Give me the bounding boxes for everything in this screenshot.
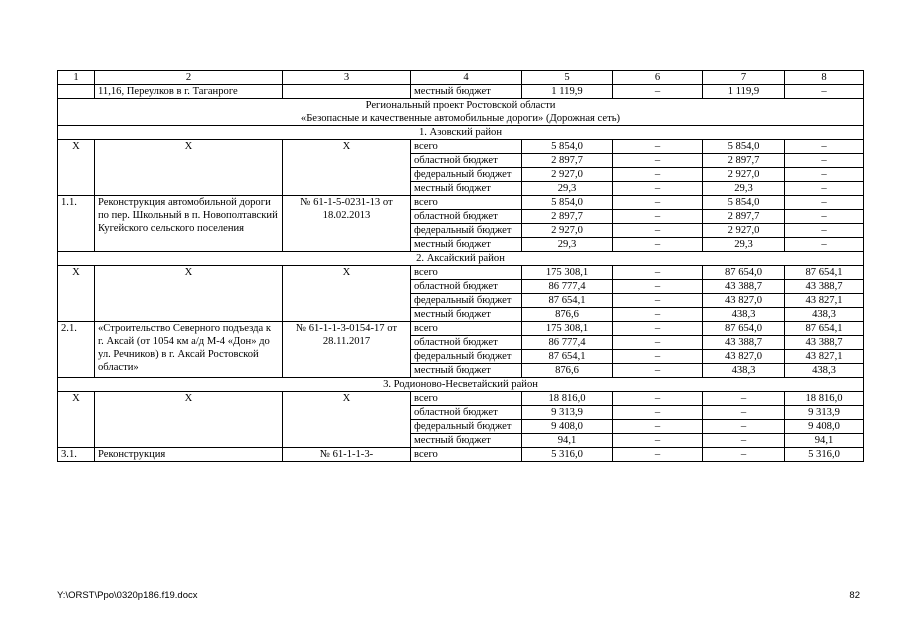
section-row	[58, 378, 864, 392]
table-row	[58, 322, 864, 336]
amount-cell: 43 388,7	[703, 336, 785, 350]
amount-cell: 175 308,1	[522, 322, 613, 336]
amount-cell: 9 408,0	[785, 420, 864, 434]
amount-cell: –	[613, 210, 703, 224]
budget-type: местный бюджет	[411, 434, 522, 448]
amount-cell: –	[613, 350, 703, 364]
budget-type: всего	[411, 392, 522, 406]
amount-cell: 87 654,0	[703, 266, 785, 280]
amount-cell: –	[613, 280, 703, 294]
item-document: № 61-1-1-3-	[283, 448, 411, 462]
section-row	[58, 126, 864, 140]
amount-cell: –	[703, 448, 785, 462]
item-document: № 61-1-1-3-0154-17 от 28.11.2017	[283, 322, 411, 378]
amount-cell: –	[785, 210, 864, 224]
amount-cell: 5 316,0	[522, 448, 613, 462]
amount-cell: 438,3	[785, 364, 864, 378]
amount-cell: 18 816,0	[522, 392, 613, 406]
amount-cell: 2 927,0	[522, 224, 613, 238]
x-mark: Х	[283, 140, 411, 196]
column-number: 8	[785, 71, 864, 85]
header-row	[58, 71, 864, 85]
amount-cell: –	[785, 168, 864, 182]
item-number: 2.1.	[58, 322, 95, 378]
item-document: № 61-1-5-0231-13 от 18.02.2013	[283, 196, 411, 252]
budget-type: областной бюджет	[411, 336, 522, 350]
amount-cell: –	[613, 308, 703, 322]
item-name: Реконструкция автомобильной дороги по пер. Школьный в п. Новополтавский Кугейского сельского поселения	[95, 196, 283, 252]
amount-cell: –	[785, 140, 864, 154]
x-mark: Х	[95, 392, 283, 448]
amount-cell: 87 654,1	[785, 266, 864, 280]
amount-cell: 2 927,0	[522, 168, 613, 182]
amount-cell: –	[613, 406, 703, 420]
budget-type: всего	[411, 196, 522, 210]
table-row	[58, 196, 864, 210]
amount-cell: –	[703, 406, 785, 420]
amount-cell: 43 827,0	[703, 350, 785, 364]
budget-type: всего	[411, 448, 522, 462]
amount-cell: 9 313,9	[522, 406, 613, 420]
amount-cell: 94,1	[785, 434, 864, 448]
x-mark: Х	[58, 392, 95, 448]
amount-cell: –	[613, 336, 703, 350]
amount-cell: 1 119,9	[703, 85, 785, 99]
column-number: 6	[613, 71, 703, 85]
amount-cell: –	[613, 266, 703, 280]
amount-cell: 43 827,1	[785, 350, 864, 364]
amount-cell: 87 654,0	[703, 322, 785, 336]
amount-cell: 5 854,0	[703, 196, 785, 210]
amount-cell: 29,3	[703, 238, 785, 252]
amount-cell: 2 897,7	[703, 154, 785, 168]
amount-cell: 438,3	[703, 308, 785, 322]
amount-cell: 43 388,7	[785, 336, 864, 350]
amount-cell: –	[613, 196, 703, 210]
x-mark: Х	[95, 140, 283, 196]
amount-cell: 5 316,0	[785, 448, 864, 462]
amount-cell: 438,3	[785, 308, 864, 322]
amount-cell: 87 654,1	[522, 350, 613, 364]
amount-cell: –	[703, 420, 785, 434]
amount-cell: 87 654,1	[785, 322, 864, 336]
amount-cell: 9 313,9	[785, 406, 864, 420]
budget-type: всего	[411, 266, 522, 280]
amount-cell: –	[613, 434, 703, 448]
x-mark: Х	[95, 266, 283, 322]
amount-cell: –	[613, 392, 703, 406]
amount-cell: 5 854,0	[522, 196, 613, 210]
amount-cell: –	[613, 224, 703, 238]
item-name: Реконструкция	[95, 448, 283, 462]
amount-cell: –	[703, 392, 785, 406]
amount-cell: 5 854,0	[522, 140, 613, 154]
amount-cell: 175 308,1	[522, 266, 613, 280]
item-name: «Строительство Северного подъезда к г. Аксай (от 1054 км а/д М-4 «Дон» до ул. Речников) в г. Аксай Ростовской области»	[95, 322, 283, 378]
district-title: 3. Родионово-Несветайский район	[58, 378, 864, 392]
project-title: Региональный проект Ростовской области	[58, 99, 864, 113]
amount-cell: 43 827,1	[785, 294, 864, 308]
section-row	[58, 252, 864, 266]
table-row	[58, 448, 864, 462]
table-row	[58, 266, 864, 280]
amount-cell: 29,3	[522, 182, 613, 196]
item-number: 1.1.	[58, 196, 95, 252]
amount-cell: 87 654,1	[522, 294, 613, 308]
amount-cell: –	[613, 168, 703, 182]
x-mark: Х	[58, 140, 95, 196]
amount-cell: 43 388,7	[703, 280, 785, 294]
column-number: 2	[95, 71, 283, 85]
budget-type: местный бюджет	[411, 238, 522, 252]
budget-type: местный бюджет	[411, 182, 522, 196]
amount-cell: 2 927,0	[703, 168, 785, 182]
column-number: 1	[58, 71, 95, 85]
amount-cell: –	[785, 196, 864, 210]
amount-cell: 2 897,7	[522, 210, 613, 224]
project-title: «Безопасные и качественные автомобильные дороги» (Дорожная сеть)	[58, 112, 864, 126]
amount-cell: –	[613, 182, 703, 196]
amount-cell: –	[785, 224, 864, 238]
amount-cell: 29,3	[703, 182, 785, 196]
budget-type: федеральный бюджет	[411, 294, 522, 308]
amount-cell: 2 897,7	[522, 154, 613, 168]
district-title: 1. Азовский район	[58, 126, 864, 140]
section-row	[58, 112, 864, 126]
amount-cell: –	[785, 154, 864, 168]
amount-cell: 86 777,4	[522, 280, 613, 294]
budget-table	[57, 70, 864, 462]
amount-cell: 43 388,7	[785, 280, 864, 294]
footer-file-path: Y:\ORST\Ppo\0320p186.f19.docx	[57, 590, 198, 601]
x-mark: Х	[283, 266, 411, 322]
column-number: 3	[283, 71, 411, 85]
amount-cell: 876,6	[522, 308, 613, 322]
budget-type: всего	[411, 322, 522, 336]
budget-type: федеральный бюджет	[411, 224, 522, 238]
amount-cell: 29,3	[522, 238, 613, 252]
amount-cell: –	[613, 85, 703, 99]
x-mark: Х	[283, 392, 411, 448]
amount-cell: –	[613, 448, 703, 462]
amount-cell: –	[785, 182, 864, 196]
section-row	[58, 99, 864, 113]
budget-type: местный бюджет	[411, 308, 522, 322]
amount-cell: –	[613, 154, 703, 168]
budget-type: областной бюджет	[411, 154, 522, 168]
cell-empty	[283, 85, 411, 99]
amount-cell: –	[703, 434, 785, 448]
amount-cell: 876,6	[522, 364, 613, 378]
budget-type: областной бюджет	[411, 406, 522, 420]
amount-cell: 438,3	[703, 364, 785, 378]
budget-type: федеральный бюджет	[411, 350, 522, 364]
district-title: 2. Аксайский район	[58, 252, 864, 266]
amount-cell: 1 119,9	[522, 85, 613, 99]
budget-type: областной бюджет	[411, 280, 522, 294]
amount-cell: 18 816,0	[785, 392, 864, 406]
column-number: 5	[522, 71, 613, 85]
amount-cell: 86 777,4	[522, 336, 613, 350]
budget-type: федеральный бюджет	[411, 168, 522, 182]
amount-cell: 2 897,7	[703, 210, 785, 224]
amount-cell: –	[613, 420, 703, 434]
amount-cell: 2 927,0	[703, 224, 785, 238]
table-row	[58, 140, 864, 154]
budget-type: федеральный бюджет	[411, 420, 522, 434]
amount-cell: –	[613, 238, 703, 252]
amount-cell: 94,1	[522, 434, 613, 448]
object-name: 11,16, Переулков в г. Таганроге	[95, 85, 283, 99]
cell-empty	[58, 85, 95, 99]
budget-type: местный бюджет	[411, 364, 522, 378]
item-number: 3.1.	[58, 448, 95, 462]
amount-cell: 5 854,0	[703, 140, 785, 154]
amount-cell: –	[613, 322, 703, 336]
budget-type: всего	[411, 140, 522, 154]
x-mark: Х	[58, 266, 95, 322]
column-number: 4	[411, 71, 522, 85]
amount-cell: –	[613, 294, 703, 308]
footer-page-number: 82	[849, 590, 860, 601]
amount-cell: 9 408,0	[522, 420, 613, 434]
amount-cell: 43 827,0	[703, 294, 785, 308]
amount-cell: –	[785, 238, 864, 252]
budget-type: областной бюджет	[411, 210, 522, 224]
budget-type: местный бюджет	[411, 85, 522, 99]
table-row	[58, 392, 864, 406]
table-row	[58, 85, 864, 99]
amount-cell: –	[613, 140, 703, 154]
amount-cell: –	[613, 364, 703, 378]
column-number: 7	[703, 71, 785, 85]
amount-cell: –	[785, 85, 864, 99]
